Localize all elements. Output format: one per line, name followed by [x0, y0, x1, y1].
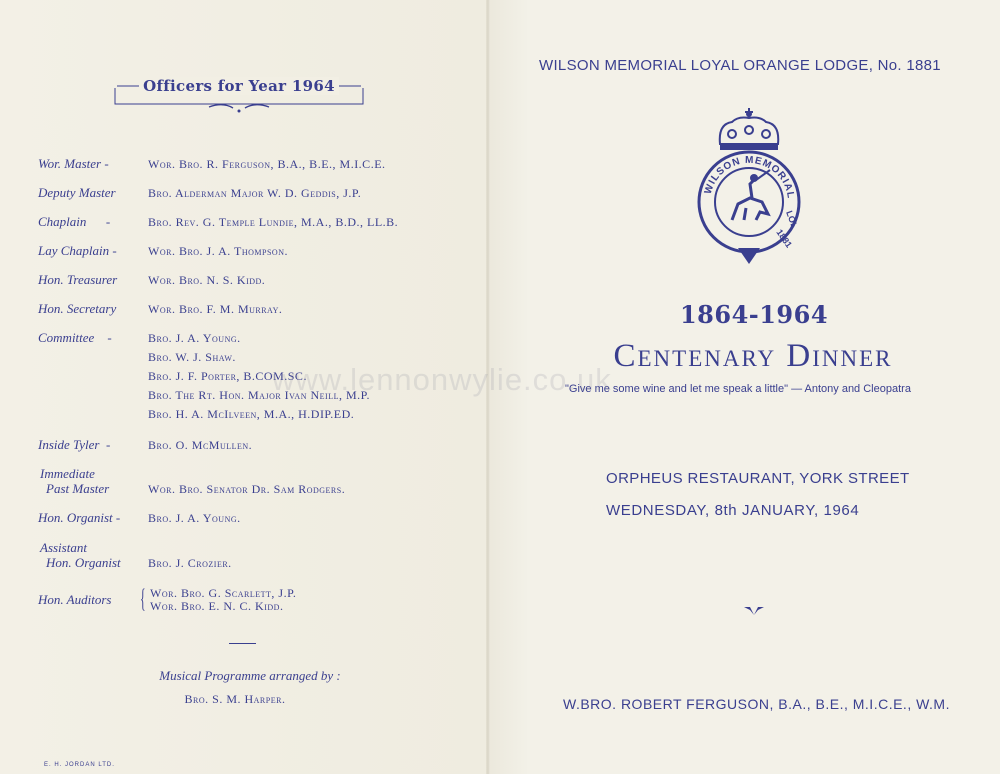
officer-role: Hon. Auditors	[38, 592, 112, 607]
event-date: WEDNESDAY, 8th JANUARY, 1964	[606, 502, 860, 519]
officer-role: Immediate	[40, 466, 95, 481]
event-title: Centenary Dinner	[613, 338, 893, 374]
watermark: www.lennonwylie.co.uk	[272, 362, 612, 397]
officer-name: Bro. J. Crozier.	[148, 556, 232, 570]
officer-name: Bro. J. A. Young.	[148, 511, 241, 525]
crest-text-lol: LOL	[784, 209, 800, 230]
officer-role: Inside Tyler -	[38, 437, 111, 452]
officer-name: Wor. Bro. N. S. Kidd.	[148, 273, 266, 287]
officer-role: Hon. Organist	[46, 555, 121, 570]
officer-role: Hon. Secretary	[38, 301, 117, 316]
officer-name: Bro. J. F. Porter, B.COM.SC.	[148, 369, 307, 383]
officer-name: Bro. H. A. McIlveen, M.A., H.DIP.ED.	[148, 407, 355, 421]
lodge-name: WILSON MEMORIAL LOYAL ORANGE LODGE, No. 1881	[539, 57, 941, 74]
officer-role: Committee -	[38, 330, 112, 345]
officer-role: Wor. Master -	[38, 156, 109, 171]
officer-name: Bro. W. J. Shaw.	[148, 350, 236, 364]
officer-name: Wor. Bro. J. A. Thompson.	[148, 244, 288, 258]
chairman-name: W.BRO. ROBERT FERGUSON, B.A., B.E., M.I.C.E., W.M.	[563, 696, 950, 712]
officer-name: Wor. Bro. Senator Dr. Sam Rodgers.	[148, 482, 346, 496]
officer-name: Bro. Alderman Major W. D. Geddis, J.P.	[148, 186, 362, 200]
officer-role: Hon. Treasurer	[38, 272, 118, 287]
officer-name: Bro. The Rt. Hon. Major Ivan Neill, M.P.	[148, 388, 370, 402]
divider-line	[229, 643, 256, 644]
officer-name: Wor. Bro. F. M. Murray.	[148, 302, 283, 316]
printer-imprint: E. H. JORDAN LTD.	[44, 762, 115, 768]
officer-role: Hon. Organist -	[38, 510, 121, 525]
crest-text-top: WILSON MEMORIAL	[702, 154, 796, 200]
musical-programme-name: Bro. S. M. Harper.	[184, 692, 286, 706]
auditors-brace: {	[140, 584, 146, 613]
officer-name: Bro. Rev. G. Temple Lundie, M.A., B.D., LL.B.	[148, 215, 399, 229]
officer-name: Wor. Bro. E. N. C. Kidd.	[150, 599, 284, 613]
officers-heading-text: Officers for Year 1964	[139, 77, 339, 95]
officer-role: Past Master	[46, 481, 110, 496]
officer-name: Wor. Bro. R. Ferguson, B.A., B.E., M.I.C.E.	[148, 157, 386, 171]
officer-name: Bro. O. McMullen.	[148, 438, 253, 452]
officer-role: Chaplain -	[38, 214, 111, 229]
event-quote: "Give me some wine and let me speak a little" — Antony and Cleopatra	[565, 383, 911, 395]
event-venue: ORPHEUS RESTAURANT, YORK STREET	[606, 470, 910, 487]
officer-name: Wor. Bro. G. Scarlett, J.P.	[150, 586, 297, 600]
officers-heading	[113, 74, 365, 114]
lodge-crest-icon	[690, 108, 808, 266]
fleuron-ornament-icon	[744, 606, 764, 616]
officer-name: Bro. J. A. Young.	[148, 331, 241, 345]
anniversary-years: 1864-1964	[679, 300, 829, 329]
officer-role: Assistant	[40, 540, 87, 555]
crest-text-year: 1881	[774, 227, 795, 250]
officer-role: Deputy Master	[38, 185, 116, 200]
musical-programme-label: Musical Programme arranged by :	[159, 668, 341, 683]
officer-role: Lay Chaplain -	[38, 243, 117, 258]
